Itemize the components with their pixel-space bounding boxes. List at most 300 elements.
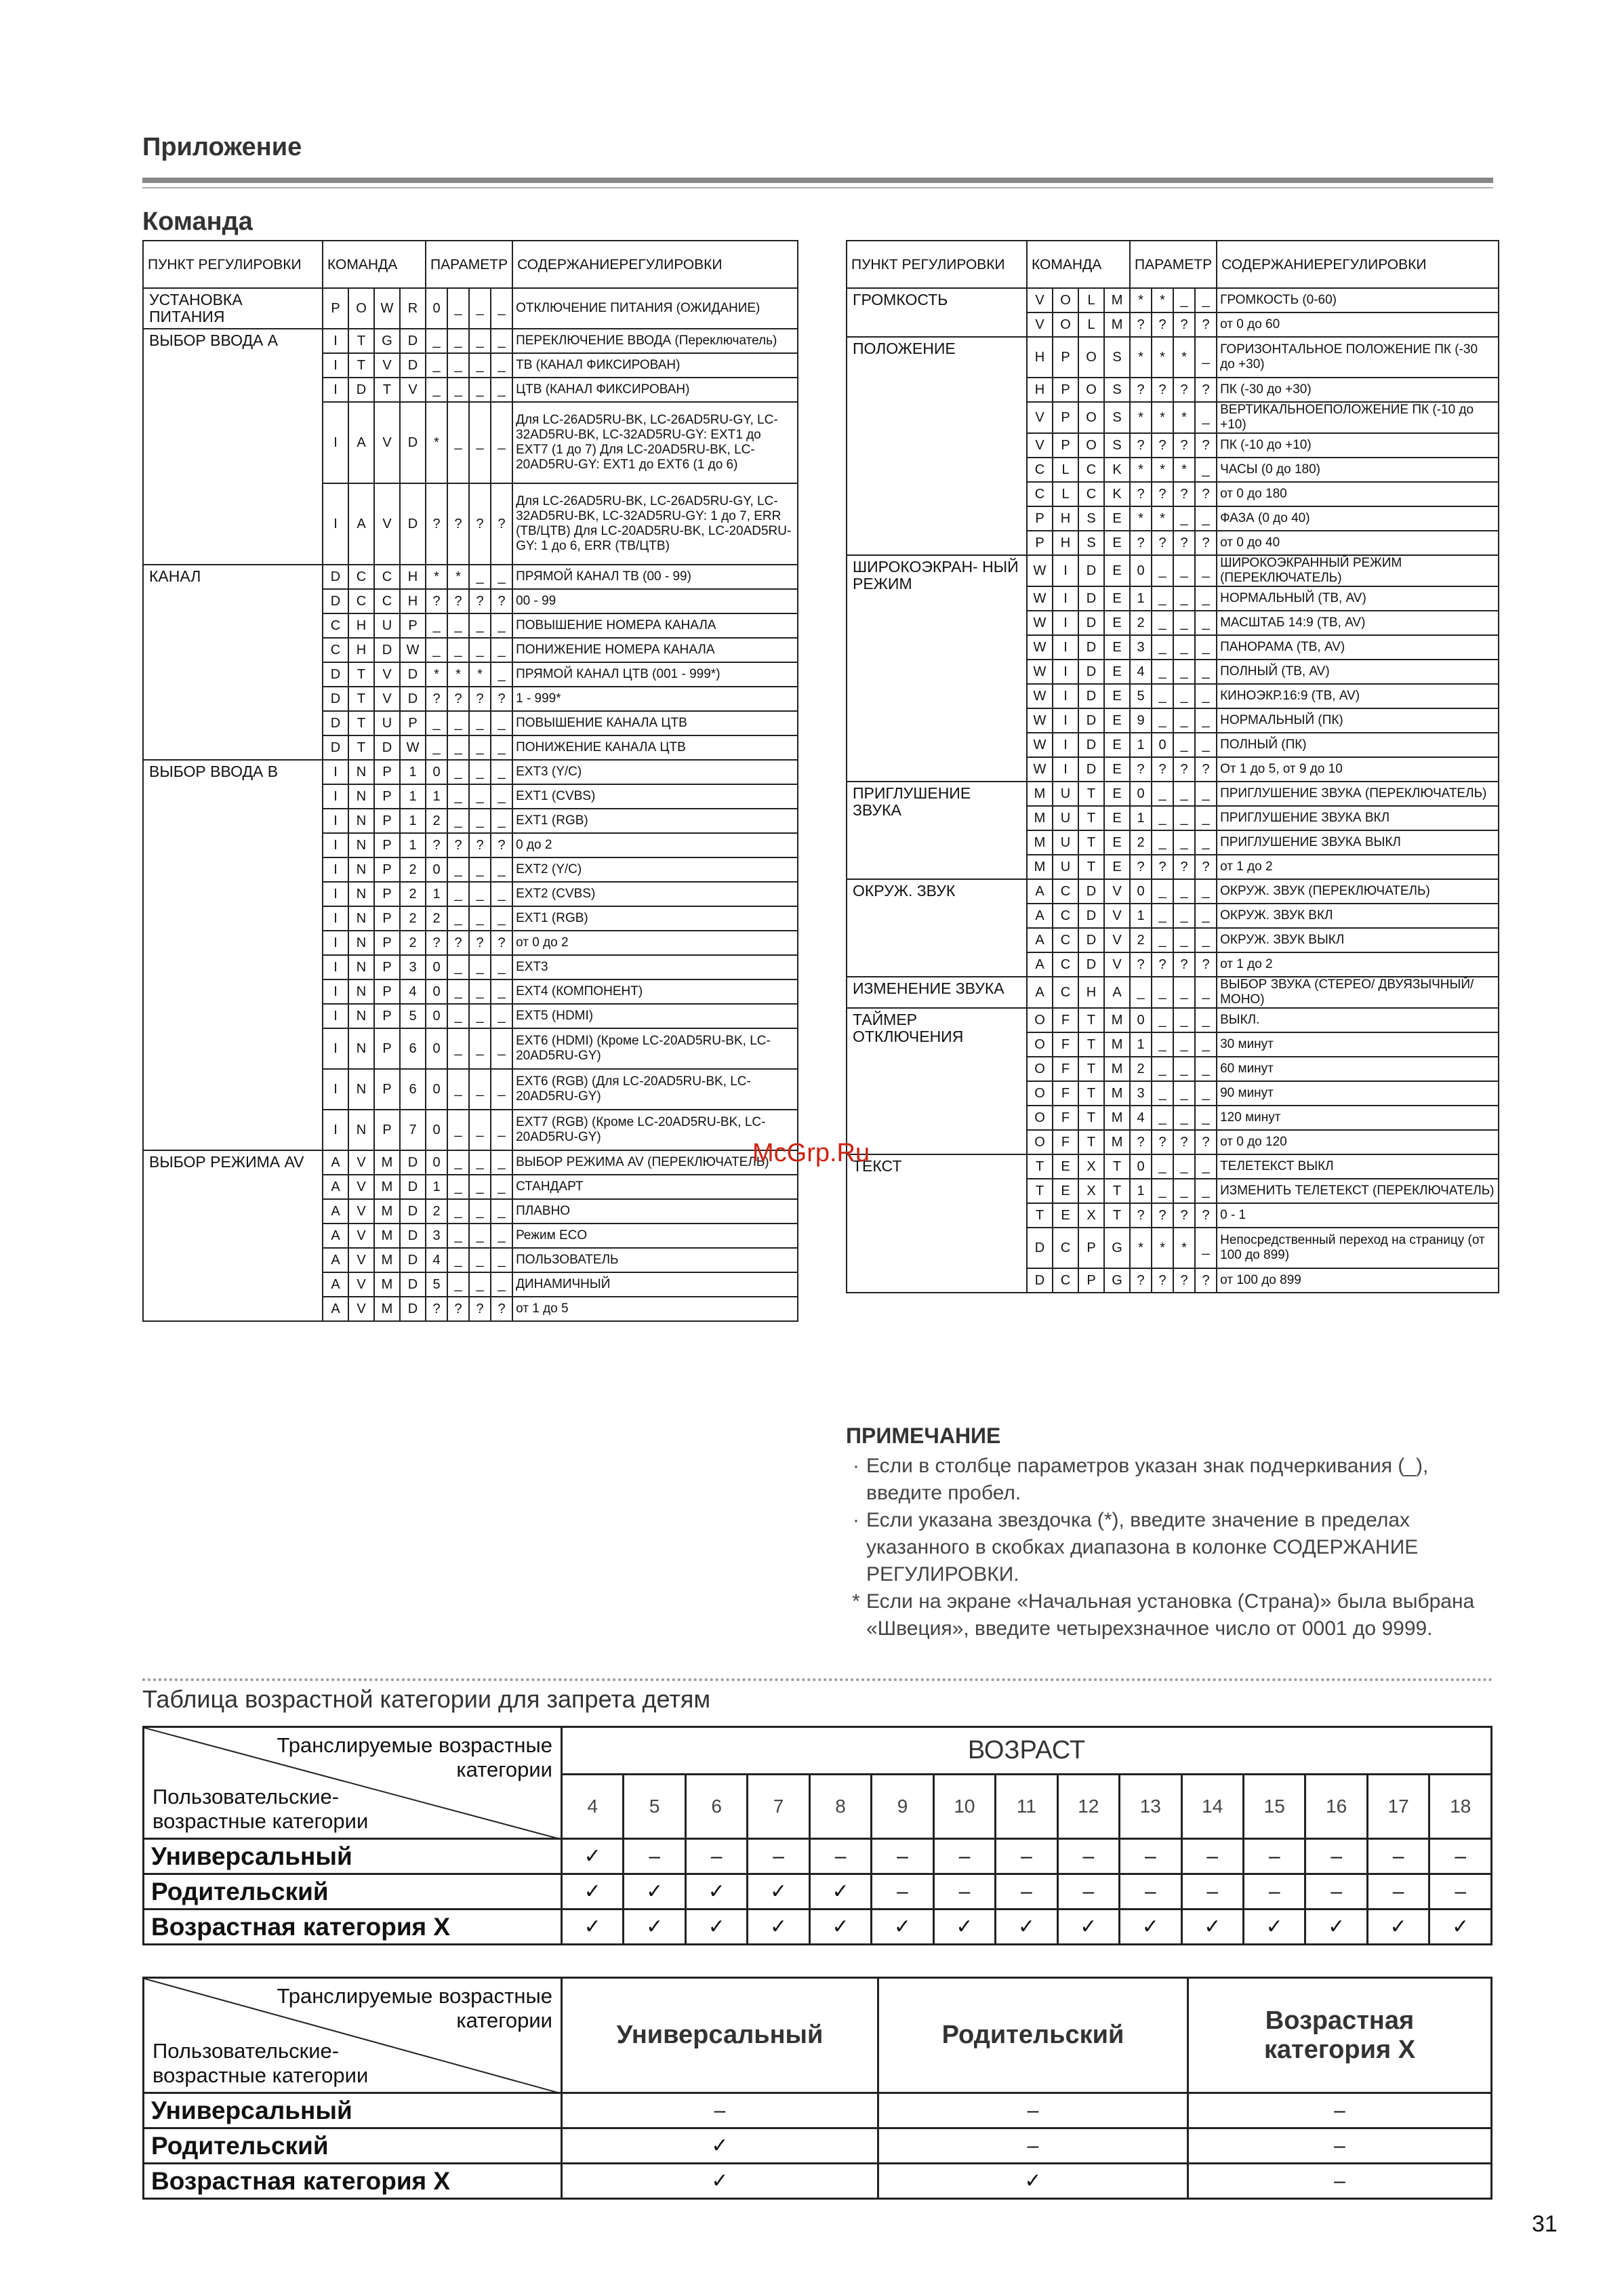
param-char: ?: [447, 483, 469, 565]
param-char: _: [1173, 977, 1195, 1008]
param-char: ?: [1173, 482, 1195, 506]
param-char: _: [1195, 733, 1217, 757]
param-char: _: [1173, 635, 1195, 660]
param-char: _: [1195, 660, 1217, 684]
command-char: D: [400, 1224, 426, 1248]
command-char: E: [1104, 830, 1130, 855]
command-char: T: [348, 353, 374, 378]
param-char: *: [469, 662, 491, 687]
command-row: [847, 1008, 1499, 1032]
command-char: I: [323, 353, 348, 378]
command-char: A: [348, 402, 374, 483]
dash-icon: –: [1243, 1839, 1305, 1874]
param-char: _: [1173, 1057, 1195, 1081]
param-char: _: [469, 1175, 491, 1199]
description: ДИНАМИЧНЫЙ: [512, 1272, 798, 1297]
header-item: ПУНКТ РЕГУЛИРОВКИ: [847, 241, 1027, 288]
command-char: C: [1078, 458, 1104, 482]
param-char: _: [491, 1199, 512, 1224]
command-char: V: [374, 483, 400, 565]
note-text: Если в столбце параметров указан знак подчеркивания (_), введите пробел.: [866, 1455, 1429, 1504]
command-char: M: [1104, 1081, 1130, 1106]
param-char: *: [1152, 506, 1173, 531]
param-char: _: [469, 402, 491, 483]
command-char: T: [1027, 1179, 1053, 1203]
param-char: ?: [469, 687, 491, 711]
header-command: КОМАНДА: [1027, 241, 1130, 288]
param-char: _: [491, 662, 512, 687]
description: ПОЛНЫЙ (ПК): [1217, 733, 1499, 757]
command-char: 2: [400, 906, 426, 931]
age-row: [144, 1910, 1492, 1945]
setting-item: УСТАНОВКА ПИТАНИЯ: [143, 288, 323, 329]
param-char: _: [1152, 928, 1173, 952]
param-char: _: [1195, 928, 1217, 952]
param-char: ?: [491, 1297, 512, 1321]
description: ОКРУЖ. ЗВУК (ПЕРЕКЛЮЧАТЕЛЬ): [1217, 879, 1499, 904]
command-char: A: [1027, 928, 1053, 952]
param-char: _: [1195, 1008, 1217, 1032]
command-char: N: [348, 809, 374, 833]
age-section-title: Таблица возрастной категории для запрета детям: [142, 1685, 711, 1713]
param-char: _: [447, 613, 469, 638]
command-char: C: [323, 638, 348, 662]
param-char: _: [469, 1224, 491, 1248]
dash-icon: –: [624, 1839, 685, 1874]
param-char: _: [1152, 611, 1173, 635]
param-char: _: [1173, 660, 1195, 684]
param-char: ?: [1152, 312, 1173, 337]
command-char: W: [1027, 708, 1053, 733]
param-char: 0: [426, 857, 447, 882]
param-char: *: [1152, 458, 1173, 482]
param-char: *: [447, 662, 469, 687]
param-char: ?: [1195, 1268, 1217, 1293]
param-char: *: [426, 402, 447, 483]
param-char: 2: [426, 809, 447, 833]
param-char: *: [1130, 288, 1152, 312]
command-char: T: [348, 662, 374, 687]
command-char: E: [1104, 684, 1130, 708]
command-char: I: [323, 760, 348, 784]
dash-icon: –: [1181, 1874, 1243, 1910]
command-char: H: [1078, 977, 1104, 1008]
description: EXT6 (HDMI) (Кроме LC-20AD5RU-BK, LC-20AD5RU-GY): [512, 1028, 798, 1069]
param-char: ?: [426, 833, 447, 857]
command-char: V: [348, 1150, 374, 1175]
command-char: P: [1053, 433, 1078, 458]
command-char: E: [1053, 1203, 1078, 1228]
command-char: I: [323, 1069, 348, 1110]
command-char: S: [1104, 337, 1130, 378]
header-param: ПАРАМЕТР: [1130, 241, 1217, 288]
description: EXT4 (КОМПОНЕНТ): [512, 979, 798, 1004]
command-row: [847, 1154, 1499, 1179]
command-char: H: [400, 589, 426, 613]
param-char: _: [1152, 1106, 1173, 1130]
command-char: O: [1027, 1081, 1053, 1106]
description: EXT5 (HDMI): [512, 1004, 798, 1028]
command-char: I: [323, 402, 348, 483]
setting-item: КАНАЛ: [143, 565, 323, 760]
param-char: _: [469, 638, 491, 662]
param-char: _: [469, 906, 491, 931]
command-char: D: [1078, 757, 1104, 782]
description: ПАНОРАМА (ТВ, AV): [1217, 635, 1499, 660]
description: ПРЯМОЙ КАНАЛ ЦТВ (001 - 999*): [512, 662, 798, 687]
page-title: Приложение: [142, 133, 302, 161]
page-number: 31: [1532, 2211, 1558, 2237]
param-char: ?: [1173, 531, 1195, 555]
description: ПРИГЛУШЕНИЕ ЗВУКА (ПЕРЕКЛЮЧАТЕЛЬ): [1217, 782, 1499, 806]
param-char: 1: [426, 784, 447, 809]
command-char: N: [348, 833, 374, 857]
command-char: 2: [400, 882, 426, 906]
command-row: [847, 337, 1499, 378]
command-char: E: [1053, 1154, 1078, 1179]
command-char: P: [374, 833, 400, 857]
command-char: A: [348, 483, 374, 565]
param-char: ?: [1173, 855, 1195, 879]
param-char: _: [1195, 684, 1217, 708]
command-char: P: [374, 1069, 400, 1110]
command-char: P: [1078, 1268, 1104, 1293]
command-char: D: [1078, 684, 1104, 708]
param-char: _: [491, 857, 512, 882]
diag-top-label: Транслируемые возрастные категории: [277, 1984, 552, 2032]
param-char: 0: [426, 1028, 447, 1069]
command-char: M: [1104, 1008, 1130, 1032]
param-char: _: [491, 1224, 512, 1248]
dash-icon: –: [872, 1839, 933, 1874]
command-char: I: [323, 955, 348, 979]
param-char: _: [491, 955, 512, 979]
param-char: _: [491, 1272, 512, 1297]
param-char: *: [1152, 337, 1173, 378]
description: EXT2 (CVBS): [512, 882, 798, 906]
command-char: W: [400, 638, 426, 662]
header-command: КОМАНДА: [323, 241, 426, 288]
param-char: _: [1195, 977, 1217, 1008]
age-value: 7: [748, 1775, 809, 1839]
description: От 1 до 5, от 9 до 10: [1217, 757, 1499, 782]
param-char: 4: [1130, 1106, 1152, 1130]
param-char: ?: [1130, 378, 1152, 402]
param-char: _: [447, 979, 469, 1004]
setting-item: ПОЛОЖЕНИЕ: [847, 337, 1027, 555]
command-char: D: [400, 1199, 426, 1224]
description: 120 минут: [1217, 1106, 1499, 1130]
param-char: ?: [1195, 482, 1217, 506]
param-char: _: [1173, 733, 1195, 757]
param-char: _: [469, 1150, 491, 1175]
command-char: A: [1027, 879, 1053, 904]
param-char: _: [491, 613, 512, 638]
param-char: _: [491, 735, 512, 760]
command-char: 5: [400, 1004, 426, 1028]
command-char: T: [1104, 1154, 1130, 1179]
command-char: V: [348, 1175, 374, 1199]
setting-item: ПРИГЛУШЕНИЕ ЗВУКА: [847, 782, 1027, 879]
command-char: C: [1027, 458, 1053, 482]
command-char: E: [1104, 782, 1130, 806]
param-char: 0: [1130, 1008, 1152, 1032]
age-divider: [142, 1678, 1493, 1681]
command-char: D: [348, 378, 374, 402]
param-char: 4: [1130, 660, 1152, 684]
check-icon: ✓: [624, 1910, 685, 1945]
description: от 100 до 899: [1217, 1268, 1499, 1293]
param-char: _: [426, 735, 447, 760]
description: EXT3: [512, 955, 798, 979]
param-char: _: [469, 857, 491, 882]
param-char: ?: [426, 687, 447, 711]
param-char: _: [469, 378, 491, 402]
param-char: _: [447, 1199, 469, 1224]
check-icon: ✓: [996, 1910, 1057, 1945]
param-char: 0: [426, 955, 447, 979]
param-char: _: [1173, 611, 1195, 635]
command-char: O: [1027, 1032, 1053, 1057]
age-value: 5: [624, 1775, 685, 1839]
param-char: _: [1152, 660, 1173, 684]
command-char: I: [1053, 635, 1078, 660]
command-char: M: [374, 1175, 400, 1199]
command-char: D: [400, 662, 426, 687]
command-char: V: [1027, 433, 1053, 458]
param-char: ?: [1130, 952, 1152, 977]
category-label: Возрастная категория X: [144, 1910, 562, 1945]
param-char: _: [447, 329, 469, 353]
param-char: _: [1173, 1179, 1195, 1203]
command-char: T: [1078, 1057, 1104, 1081]
param-char: _: [1195, 1106, 1217, 1130]
command-char: A: [323, 1150, 348, 1175]
header-desc: СОДЕРЖАНИЕРЕГУЛИРОВКИ: [512, 241, 798, 288]
param-char: ?: [469, 931, 491, 955]
param-char: ?: [469, 1297, 491, 1321]
command-char: P: [374, 931, 400, 955]
description: ОКРУЖ. ЗВУК ВЫКЛ: [1217, 928, 1499, 952]
description: КИНОЭКР.16:9 (ТВ, AV): [1217, 684, 1499, 708]
param-char: _: [1195, 635, 1217, 660]
setting-item: ОКРУЖ. ЗВУК: [847, 879, 1027, 977]
notes-title: ПРИМЕЧАНИЕ: [846, 1423, 1001, 1448]
param-char: 1: [1130, 1179, 1152, 1203]
command-char: P: [374, 809, 400, 833]
description: НОРМАЛЬНЫЙ (ТВ, AV): [1217, 586, 1499, 611]
param-char: _: [469, 1069, 491, 1110]
param-char: 2: [1130, 928, 1152, 952]
command-char: I: [1053, 733, 1078, 757]
command-char: N: [348, 882, 374, 906]
command-char: V: [374, 402, 400, 483]
param-char: *: [1173, 1228, 1195, 1268]
command-char: E: [1104, 757, 1130, 782]
param-char: ?: [1130, 312, 1152, 337]
description: ПК (-30 до +30): [1217, 378, 1499, 402]
command-char: E: [1104, 506, 1130, 531]
command-table-left: [142, 240, 798, 1322]
age-value: 13: [1120, 1775, 1181, 1839]
category-row: [144, 2164, 1492, 2199]
param-char: ?: [447, 833, 469, 857]
command-char: P: [374, 1028, 400, 1069]
param-char: 3: [1130, 1081, 1152, 1106]
description: EXT1 (RGB): [512, 809, 798, 833]
command-char: D: [374, 735, 400, 760]
command-char: M: [1104, 312, 1130, 337]
check-icon: ✓: [562, 1839, 624, 1874]
command-char: V: [374, 687, 400, 711]
param-char: *: [1152, 1228, 1173, 1268]
command-char: O: [1027, 1008, 1053, 1032]
description: Для LC-26AD5RU-BK, LC-26AD5RU-GY, LC-32AD5RU-BK, LC-32AD5RU-GY: EXT1 до EXT7 (1 до 7) Для LC-20AD5RU-BK, LC-20AD5RU-GY: EXT1 до EXT6 (1 до 6): [512, 402, 798, 483]
param-char: _: [1195, 879, 1217, 904]
command-char: A: [323, 1224, 348, 1248]
command-char: X: [1078, 1179, 1104, 1203]
param-char: ?: [469, 483, 491, 565]
param-char: *: [1130, 506, 1152, 531]
description: ПРЯМОЙ КАНАЛ ТВ (00 - 99): [512, 565, 798, 589]
age-value: 12: [1057, 1775, 1119, 1839]
command-char: T: [1078, 855, 1104, 879]
param-char: _: [469, 882, 491, 906]
command-char: O: [348, 288, 374, 329]
setting-item: ШИРОКОЭКРАН- НЫЙ РЕЖИМ: [847, 555, 1027, 782]
param-char: _: [1195, 288, 1217, 312]
setting-item: ВЫБОР ВВОДА В: [143, 760, 323, 1150]
command-char: A: [1104, 977, 1130, 1008]
command-char: U: [1053, 830, 1078, 855]
param-char: _: [426, 638, 447, 662]
command-char: T: [348, 711, 374, 735]
param-char: _: [469, 288, 491, 329]
command-char: I: [1053, 555, 1078, 586]
description: Непосредственный переход на страницу (от 100 до 899): [1217, 1228, 1499, 1268]
param-char: _: [447, 735, 469, 760]
param-char: _: [491, 979, 512, 1004]
check-icon: ✓: [809, 1910, 871, 1945]
command-char: W: [1027, 611, 1053, 635]
param-char: _: [491, 353, 512, 378]
command-char: I: [1053, 708, 1078, 733]
command-char: 2: [400, 857, 426, 882]
check-icon: ✓: [562, 2164, 878, 2199]
command-char: D: [1078, 879, 1104, 904]
param-char: _: [1195, 806, 1217, 830]
command-char: H: [1053, 531, 1078, 555]
param-char: ?: [1130, 482, 1152, 506]
command-char: I: [323, 378, 348, 402]
command-char: D: [400, 1175, 426, 1199]
category-label: Универсальный: [144, 2093, 562, 2128]
command-char: M: [374, 1150, 400, 1175]
description: ЧАСЫ (0 до 180): [1217, 458, 1499, 482]
command-char: T: [1104, 1179, 1130, 1203]
command-char: G: [1104, 1228, 1130, 1268]
command-char: I: [323, 1004, 348, 1028]
param-char: ?: [1152, 1203, 1173, 1228]
param-char: _: [1152, 1179, 1173, 1203]
param-char: _: [426, 353, 447, 378]
command-char: O: [1078, 378, 1104, 402]
command-char: U: [1053, 806, 1078, 830]
command-char: F: [1053, 1081, 1078, 1106]
command-char: C: [1053, 1228, 1078, 1268]
param-char: 5: [1130, 684, 1152, 708]
param-char: _: [447, 857, 469, 882]
command-char: A: [1027, 904, 1053, 928]
param-char: 0: [1130, 782, 1152, 806]
param-char: _: [447, 1248, 469, 1272]
description: ЦТВ (КАНАЛ ФИКСИРОВАН): [512, 378, 798, 402]
command-char: V: [1027, 402, 1053, 433]
param-char: ?: [1173, 952, 1195, 977]
param-char: _: [447, 711, 469, 735]
param-char: _: [1195, 782, 1217, 806]
command-char: C: [374, 589, 400, 613]
param-char: _: [491, 402, 512, 483]
param-char: _: [469, 1199, 491, 1224]
param-char: ?: [1152, 855, 1173, 879]
param-char: _: [1152, 904, 1173, 928]
param-char: *: [426, 565, 447, 589]
command-char: D: [400, 1272, 426, 1297]
command-char: N: [348, 1004, 374, 1028]
command-char: N: [348, 784, 374, 809]
param-char: _: [1173, 684, 1195, 708]
command-char: 1: [400, 760, 426, 784]
command-char: D: [1078, 733, 1104, 757]
param-char: ?: [1152, 531, 1173, 555]
category-col-header: Возрастная категория X: [1188, 1978, 1492, 2093]
description: от 0 до 180: [1217, 482, 1499, 506]
param-char: _: [1173, 1081, 1195, 1106]
param-char: _: [1195, 586, 1217, 611]
command-char: T: [348, 735, 374, 760]
param-char: *: [1173, 402, 1195, 433]
category-label: Возрастная категория X: [144, 2164, 562, 2199]
param-char: ?: [491, 931, 512, 955]
age-row: [144, 1874, 1492, 1910]
command-char: W: [1027, 757, 1053, 782]
description: 1 - 999*: [512, 687, 798, 711]
param-char: _: [447, 1224, 469, 1248]
command-char: H: [348, 638, 374, 662]
category-table-diagonal-header: [144, 1978, 562, 2093]
param-char: _: [1152, 635, 1173, 660]
description: ВЫКЛ.: [1217, 1008, 1499, 1032]
command-char: S: [1104, 433, 1130, 458]
command-char: D: [323, 687, 348, 711]
check-icon: ✓: [685, 1910, 747, 1945]
param-char: 0: [426, 1150, 447, 1175]
description: ПРИГЛУШЕНИЕ ЗВУКА ВЫКЛ: [1217, 830, 1499, 855]
command-char: E: [1104, 733, 1130, 757]
check-icon: ✓: [1429, 1910, 1492, 1945]
command-char: N: [348, 1110, 374, 1150]
command-char: U: [1053, 855, 1078, 879]
age-value: 15: [1243, 1775, 1305, 1839]
param-char: _: [1173, 1008, 1195, 1032]
setting-item: ГРОМКОСТЬ: [847, 288, 1027, 337]
command-char: A: [323, 1199, 348, 1224]
description: 0 до 2: [512, 833, 798, 857]
command-row: [847, 782, 1499, 806]
command-char: 4: [400, 979, 426, 1004]
command-char: G: [374, 329, 400, 353]
